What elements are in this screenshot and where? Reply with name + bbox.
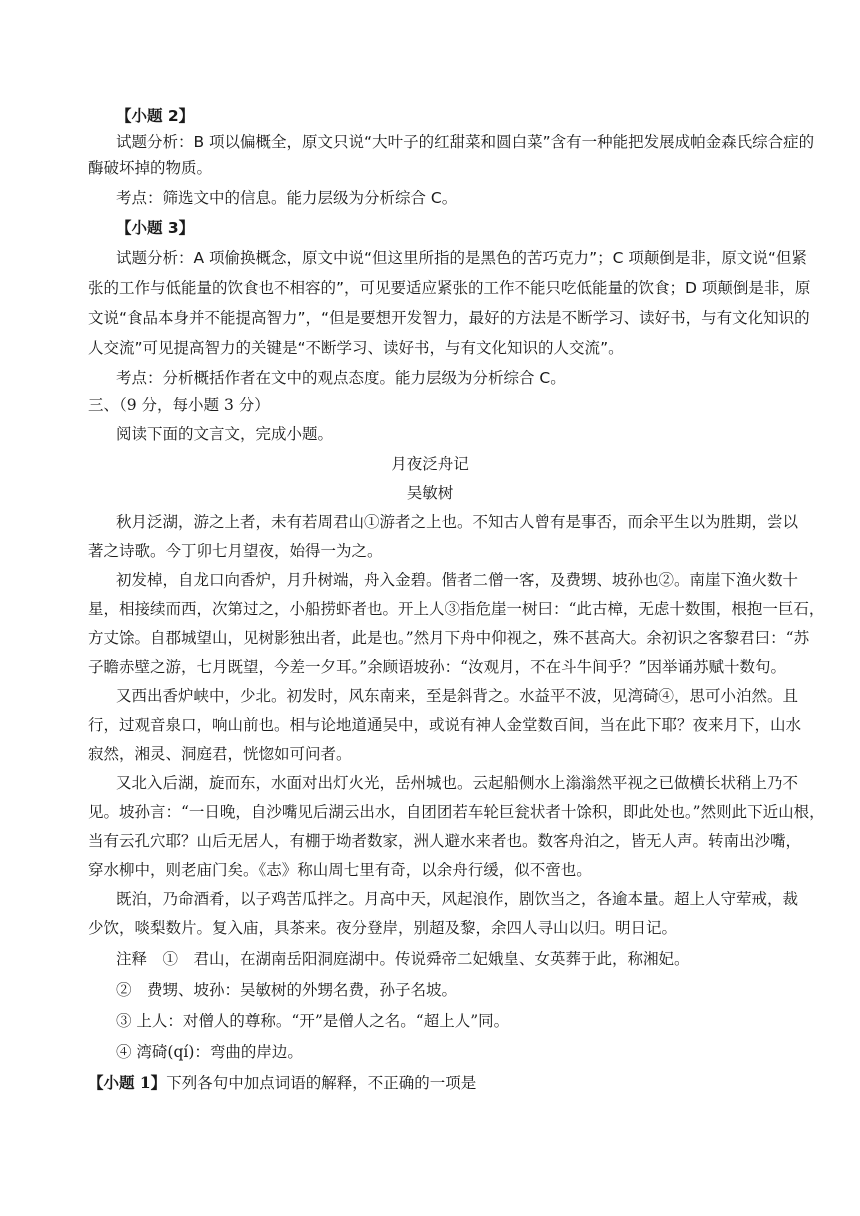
q1-heading: 【小题 1】 [88,1073,167,1092]
passage-line: 少饮，啖梨数片。复入庙，具茶来。夜分登岸，别超及黎，余四人寻山以归。明日记。 [88,919,678,937]
q2-analysis-line: 试题分析：B 项以偏概全，原文只说“大叶子的红甜菜和圆白菜”含有一种能把发展成帕金森氏综合症的 [116,133,815,151]
passage-line: 当有云孔穴耶？山后无居人，有棚于坳者数家，洲人避水来者也。数客舟泊之，皆无人声。转南出沙嘴， [88,832,802,850]
passage-line: 秋月泛湖，游之上者，未有若周君山①游者之上也。不知古人曾有是事否，而余平生以为胜期，尝以 [116,513,799,531]
q1-prompt [88,1073,476,1093]
q2-analysis-line: 酶破坏掉的物质。 [88,159,213,177]
note-line: ③ 上人：对僧人的尊称。“开”是僧人之名。“超上人”同。 [116,1012,510,1030]
q3-heading: 【小题 3】 [116,219,195,237]
q1-text: 下列各句中加点词语的解释，不正确的一项是 [166,1074,477,1092]
passage-line: 行，过观音泉口，响山前也。相与论地道通吴中，或说有神人金堂数百间，当在此下耶？夜来月下，山水 [88,716,802,734]
q2-heading: 【小题 2】 [116,107,195,125]
q3-analysis-line: 试题分析：A 项偷换概念，原文中说“但这里所指的是黑色的苦巧克力”；C 项颠倒是非，原文说“但紧 [116,249,807,267]
q3-analysis-line: 人交流”可见提高智力的关键是“不断学习、读好书，与有文化知识的人交流”。 [88,339,624,357]
passage-author: 吴敏树 [406,484,454,502]
passage-line: 又北入后湖，旋而东，水面对出灯火光，岳州城也。云起船侧水上滃滃然平视之已做横长状稍上乃不 [116,774,799,792]
section-instruction: 阅读下面的文言文，完成小题。 [116,425,334,443]
passage-line: 著之诗歌。今丁卯七月望夜，始得一为之。 [88,542,383,560]
passage-line: 星，相接续而西，次第过之，小船捞虾者也。开上人③指危崖一树曰：“此古樟，无虑十数围，根抱一巨石， [88,600,825,618]
passage-line: 既泊，乃命酒肴，以子鸡苦瓜拌之。月高中天，风起浪作，剧饮当之，各逾本量。超上人守荤戒，裁 [116,890,799,908]
note-line: ② 费甥、坡孙：吴敏树的外甥名费，孙子名坡。 [116,981,458,999]
q3-analysis-line: 张的工作与低能量的饮食也不相容的”，可见要适应紧张的工作不能只吃低能量的饮食；D 项颠倒是非，原 [88,279,811,297]
passage-line: 见。坡孙言：“一日晚，自沙嘴见后湖云出水，自团团若车轮巨瓮状者十馀积，即此处也。”然则此下近山根， [88,803,825,821]
passage-line: 寂然，湘灵、洞庭君，恍惚如可问者。 [88,745,352,763]
q3-kaodian: 考点：分析概括作者在文中的观点态度。能力层级为分析综合 C。 [116,369,566,387]
passage-line: 子瞻赤壁之游，七月既望，今差一夕耳。”余顾语坡孙：“汝观月，不在斗牛间乎？”因举诵苏赋十数句。 [88,658,787,676]
passage-line: 方丈馀。自郡城望山，见树影独出者，此是也。”然月下舟中仰视之，殊不甚高大。余初识之客黎君曰：“苏 [88,629,810,647]
q2-kaodian: 考点：筛选文中的信息。能力层级为分析综合 C。 [116,189,458,207]
section-heading: 三、（9 分，每小题 3 分） [88,396,270,414]
note-line: 注释 ① 君山，在湖南岳阳洞庭湖中。传说舜帝二妃娥皇、女英葬于此，称湘妃。 [116,950,690,968]
passage-line: 穿水柳中，则老庙门矣。《志》称山周七里有奇，以余舟行缓，似不啻也。 [88,861,592,879]
passage-line: 又西出香炉峡中，少北。初发时，风东南来，至是斜背之。水益平不波，见湾碕④，思可小泊然。且 [116,687,799,705]
note-line: ④ 湾碕(qí)：弯曲的岸边。 [116,1043,303,1061]
q3-analysis-line: 文说“食品本身并不能提高智力”，“但是要想开发智力，最好的方法是不断学习、读好书，与有文化知识的 [88,309,810,327]
passage-title: 月夜泛舟记 [391,455,469,473]
passage-line: 初发棹，自龙口向香炉，月升树端，舟入金碧。偕者二僧一客，及费甥、坡孙也②。南崖下渔火数十 [116,571,799,589]
